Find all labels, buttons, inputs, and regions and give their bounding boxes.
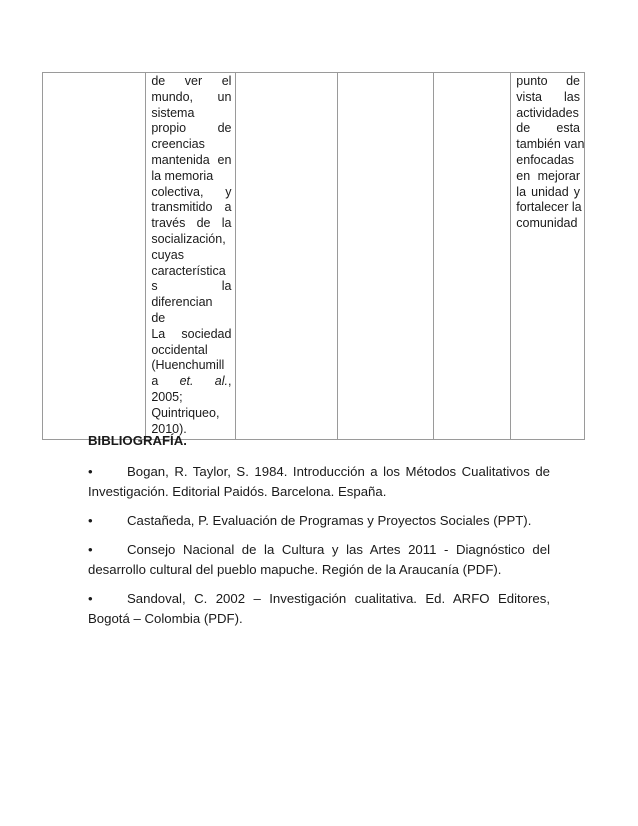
reference-item bbox=[88, 511, 550, 531]
cell-line: propio de bbox=[151, 121, 232, 136]
reference-text: Castañeda, P. Evaluación de Programas y Proyectos Sociales (PPT). bbox=[127, 513, 532, 528]
cell-line: colectiva, y bbox=[151, 184, 232, 199]
cell-line: (Huenchumill bbox=[151, 358, 225, 373]
table-cell-viewpoint bbox=[511, 73, 585, 440]
cell-line: transmitido a bbox=[151, 200, 232, 215]
cell-line: de esta bbox=[516, 121, 580, 136]
table-cell-empty-1 bbox=[43, 73, 146, 440]
cell-line: la memoria bbox=[151, 168, 214, 183]
bullet-icon: • bbox=[88, 542, 93, 557]
cell-line: Quintriqueo, bbox=[151, 405, 220, 420]
cell-line: 2005; bbox=[151, 389, 183, 404]
bibliography-section bbox=[88, 433, 550, 638]
cell-line: fortalecer la bbox=[516, 200, 582, 215]
cell-line: s la bbox=[151, 279, 232, 294]
cell-line: La sociedad bbox=[151, 326, 232, 341]
cell-line: también van bbox=[516, 137, 585, 152]
reference-text: Bogan, R. Taylor, S. 1984. Introducción a los Métodos Cualitativos de Investigación. Editorial Paidós. Barcelona. España. bbox=[88, 464, 550, 499]
cell-text-description bbox=[151, 74, 231, 437]
cell-line: socialización, bbox=[151, 231, 226, 246]
cell-line: de bbox=[151, 310, 166, 325]
cell-line: en mejorar bbox=[516, 168, 580, 183]
bullet-icon: • bbox=[88, 464, 93, 479]
table-cell-empty-4 bbox=[337, 73, 434, 440]
table-row bbox=[43, 73, 585, 440]
table-cell-empty-3 bbox=[236, 73, 337, 440]
reference-text: Consejo Nacional de la Cultura y las Artes 2011 - Diagnóstico del desarrollo cultural del pueblo mapuche. Región de la Araucanía (PDF). bbox=[88, 542, 550, 577]
table-cell-description bbox=[146, 73, 236, 440]
bullet-icon: • bbox=[88, 513, 93, 528]
cell-line: punto de bbox=[516, 74, 580, 88]
cell-line: mantenida en bbox=[151, 152, 232, 167]
cell-line: a et. al., bbox=[151, 374, 232, 389]
cell-line: cuyas bbox=[151, 247, 184, 262]
cell-line: de ver el bbox=[151, 74, 232, 88]
cell-line: la unidad y bbox=[516, 184, 580, 199]
reference-item bbox=[88, 462, 550, 502]
reference-item bbox=[88, 589, 550, 629]
cell-line: mundo, un bbox=[151, 89, 232, 104]
reference-text: Sandoval, C. 2002 – Investigación cualitativa. Ed. ARFO Editores, Bogotá – Colombia (PDF). bbox=[88, 591, 550, 626]
table-cell-empty-5 bbox=[434, 73, 511, 440]
cell-line: través de la bbox=[151, 216, 232, 231]
cell-line: diferencian bbox=[151, 295, 213, 310]
bibliography-heading: BIBLIOGRAFÍA. bbox=[88, 433, 187, 448]
cell-line: occidental bbox=[151, 342, 208, 357]
bullet-icon: • bbox=[88, 591, 93, 606]
content-table bbox=[42, 72, 585, 440]
cell-line: creencias bbox=[151, 137, 205, 152]
cell-line: sistema bbox=[151, 105, 195, 120]
cell-line: comunidad bbox=[516, 216, 578, 231]
reference-item bbox=[88, 540, 550, 580]
cell-line: 2010). bbox=[151, 421, 187, 436]
cell-line: enfocadas bbox=[516, 152, 574, 167]
cell-line: actividades bbox=[516, 105, 579, 120]
cell-text-viewpoint bbox=[516, 74, 585, 232]
cell-line: vista las bbox=[516, 89, 580, 104]
cell-line: característica bbox=[151, 263, 226, 278]
